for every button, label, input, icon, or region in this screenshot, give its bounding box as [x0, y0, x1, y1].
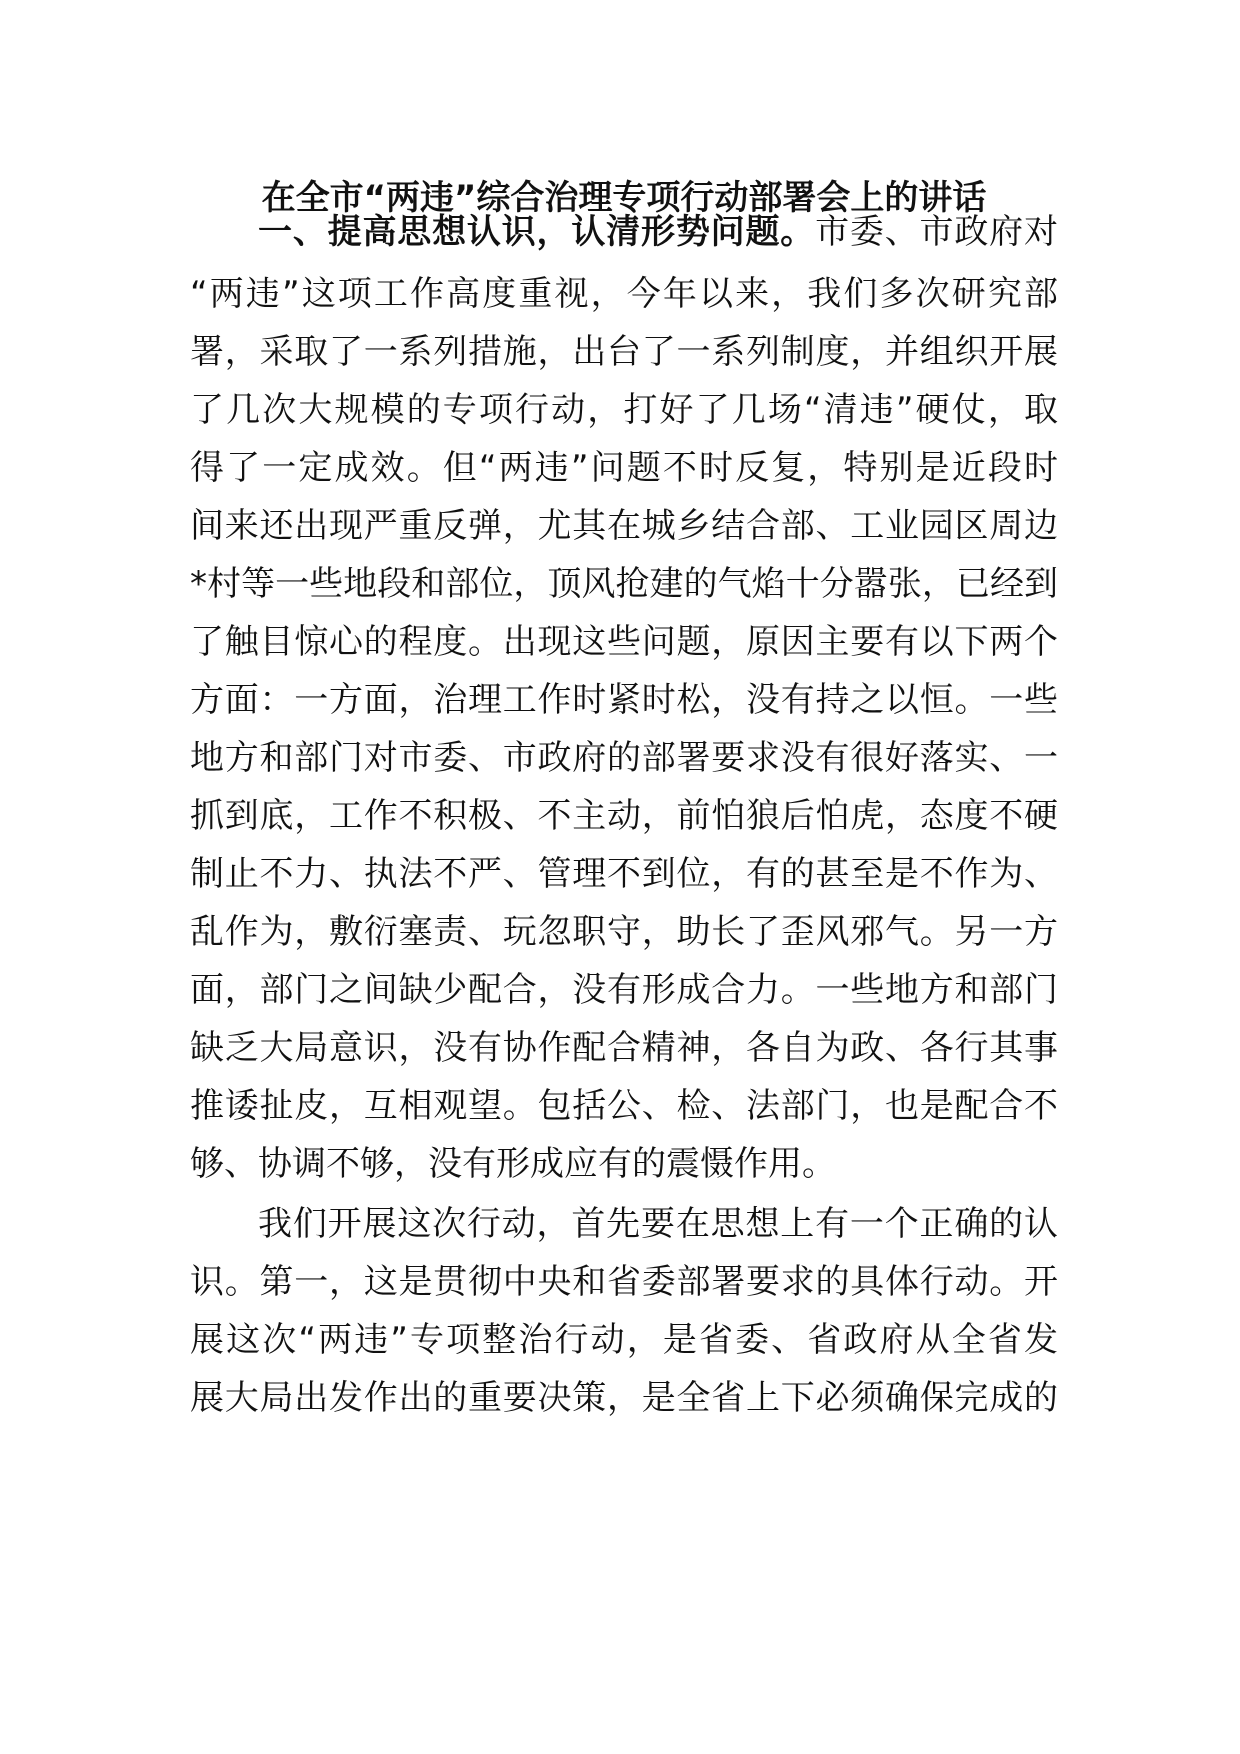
paragraph-line: 我们开展这次行动，首先要在思想上有一个正确的认 — [258, 1204, 1058, 1244]
paragraph-line: 展大局出发作出的重要决策，是全省上下必须确保完成的 — [190, 1378, 1058, 1418]
paragraph-line: 方面：一方面，治理工作时紧时松，没有持之以恒。一些 — [190, 680, 1058, 720]
paragraph-line: 乱作为，敷衍塞责、玩忽职守，助长了歪风邪气。另一方 — [190, 912, 1058, 952]
paragraph-line: 地方和部门对市委、市政府的部署要求没有很好落实、一 — [190, 738, 1058, 778]
paragraph-text: 市委、市政府对 — [815, 212, 1059, 252]
paragraph-line: 面，部门之间缺少配合，没有形成合力。一些地方和部门 — [190, 970, 1058, 1010]
paragraph-line: 够、协调不够，没有形成应有的震慑作用。 — [190, 1144, 836, 1184]
paragraph-line: “两违”这项工作高度重视，今年以来，我们多次研究部 — [190, 274, 1058, 314]
paragraph-line: 了几次大规模的专项行动，打好了几场“清违”硬仗，取 — [190, 390, 1058, 430]
paragraph-line: 缺乏大局意识，没有协作配合精神，各自为政、各行其事 — [190, 1028, 1058, 1068]
paragraph-line: 署，采取了一系列措施，出台了一系列制度，并组织开展 — [190, 332, 1058, 372]
paragraph-line: 得了一定成效。但“两违”问题不时反复，特别是近段时 — [190, 448, 1058, 488]
paragraph-line: 推诿扯皮，互相观望。包括公、检、法部门，也是配合不 — [190, 1086, 1058, 1126]
paragraph-line — [258, 200, 1058, 264]
paragraph-line: 制止不力、执法不严、管理不到位，有的甚至是不作为、 — [190, 854, 1058, 894]
paragraph-line: 间来还出现严重反弹，尤其在城乡结合部、工业园区周边 — [190, 506, 1058, 546]
paragraph-line: 抓到底，工作不积极、不主动，前怕狼后怕虎，态度不硬 — [190, 796, 1058, 836]
paragraph-line: 展这次“两违”专项整治行动，是省委、省政府从全省发 — [190, 1320, 1058, 1360]
paragraph-line: *村等一些地段和部位，顶风抢建的气焰十分嚣张，已经到 — [190, 564, 1058, 604]
paragraph-line: 识。第一，这是贯彻中央和省委部署要求的具体行动。开 — [190, 1262, 1058, 1302]
section-heading: 一、提高思想认识，认清形势问题。 — [258, 212, 816, 252]
paragraph-line: 了触目惊心的程度。出现这些问题，原因主要有以下两个 — [190, 622, 1058, 662]
page-title: 在全市“两违”综合治理专项行动部署会上的讲话 — [261, 178, 987, 218]
